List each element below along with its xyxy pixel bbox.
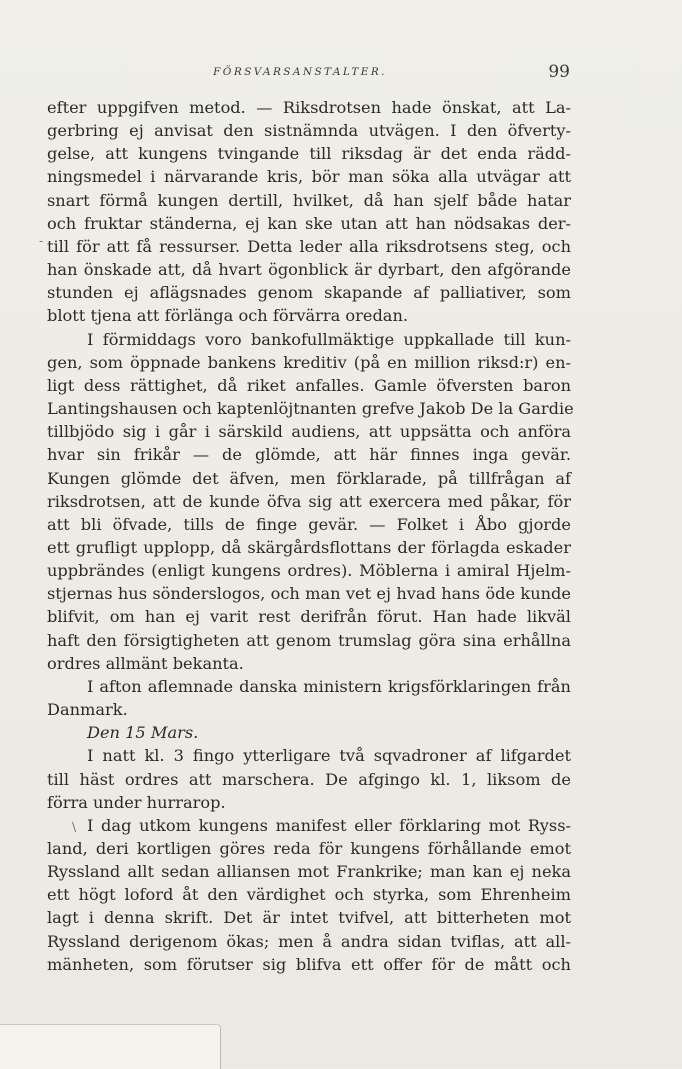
text-line: ligt dess rättighet, då riket anfalles. Gamle öfversten baron bbox=[47, 375, 571, 395]
text-line: efter uppgifven metod. — Riksdrotsen hade önskat, att La- bbox=[47, 98, 571, 117]
text-line: ett grufligt upplopp, då skärgårdsflottans der förlagda eskader bbox=[47, 537, 571, 557]
text-line: haft den försigtigheten att genom trumslag göra sina erhållna bbox=[47, 630, 571, 650]
text-line: gen, som öppnade bankens kreditiv (på en million riksd:r) en- bbox=[47, 352, 571, 372]
page-number: 99 bbox=[548, 62, 570, 82]
text-line: land, deri kortligen göres reda för kungens förhållande emot bbox=[47, 839, 571, 858]
text-line: ordres allmänt bekanta. bbox=[47, 653, 244, 673]
text-line: stjernas hus sönderslogos, och man vet ej hvad hans öde kunde bbox=[47, 584, 571, 604]
text-line: Kungen glömde det äfven, men förklarade, på tillfrågan af bbox=[47, 468, 571, 488]
body-text bbox=[47, 96, 574, 976]
text-line: Lantingshausen och kaptenlöjtnanten grefve Jakob De la Gardie bbox=[47, 399, 574, 419]
text-line: I förmiddags voro bankofullmäktige uppkallade till kun- bbox=[87, 329, 571, 349]
text-line: han önskade att, då hvart ögonblick är dyrbart, den afgörande bbox=[47, 260, 571, 280]
text-line: snart förmå kungen dertill, hvilket, då han sjelf både hatar bbox=[47, 190, 571, 210]
text-line: till häst ordres att marschera. De afgingo kl. 1, liksom de bbox=[47, 769, 571, 789]
text-line: och fruktar ständerna, ej kan ske utan att han nödsakas der- bbox=[47, 213, 571, 233]
text-line: ett högt loford åt den värdighet och styrka, som Ehrenheim bbox=[47, 885, 571, 905]
running-head: FÖRSVARSANSTALTER. bbox=[213, 66, 387, 78]
text-line: hvar sin frikår — de glömde, att här finnes inga gevär. bbox=[47, 445, 571, 465]
text-line: gerbring ej anvisat den sistnämnda utvägen. I den öfverty- bbox=[47, 121, 571, 141]
text-line: Danmark. bbox=[47, 700, 128, 720]
text-line: mänheten, som förutser sig blifva ett offer för de mått och bbox=[47, 954, 571, 974]
text-line: I afton aflemnade danska ministern krigsförklaringen från bbox=[87, 676, 571, 696]
text-line: I natt kl. 3 fingo ytterligare två sqvadroner af lifgardet bbox=[87, 746, 571, 766]
text-line: stunden ej aflägsnades genom skapande af palliativer, som bbox=[47, 283, 571, 303]
text-line: Ryssland allt sedan alliansen mot Frankrike; man kan ej neka bbox=[47, 862, 571, 882]
text-line: tillbjödo sig i går i särskild audiens, att uppsätta och anföra bbox=[47, 422, 571, 442]
text-line: blott tjena att förlänga och förvärra oredan. bbox=[47, 306, 409, 326]
text-line: Ryssland derigenom ökas; men å andra sidan tviflas, att all- bbox=[47, 931, 571, 951]
text-line: lagt i denna skrift. Det är intet tvifvel, att bitterheten mot bbox=[47, 908, 571, 928]
date-heading: Den 15 Mars. bbox=[87, 723, 199, 743]
text-line: ningsmedel i närvarande kris, bör man söka alla utvägar att bbox=[47, 167, 571, 187]
page-tab bbox=[0, 1024, 221, 1069]
text-line: blifvit, om han ej varit rest derifrån förut. Han hade likväl bbox=[47, 607, 571, 627]
text-line: riksdrotsen, att de kunde öfva sig att exercera med påkar, för bbox=[47, 491, 571, 511]
text-line: gelse, att kungens tvingande till riksdag är det enda rädd- bbox=[47, 144, 571, 164]
text-line: till för att få ressurser. Detta leder alla riksdrotsens steg, och bbox=[47, 236, 571, 256]
text-line: förra under hurrarop. bbox=[47, 792, 226, 812]
text-line: att bli öfvade, tills de finge gevär. — Folket i Åbo gjorde bbox=[47, 514, 571, 534]
margin-mark: - bbox=[39, 234, 44, 248]
text-line: uppbrändes (enligt kungens ordres). Möblerna i amiral Hjelm- bbox=[47, 561, 571, 581]
text-line: I dag utkom kungens manifest eller förklaring mot Ryss- bbox=[87, 815, 571, 835]
margin-mark: \ bbox=[72, 820, 77, 834]
